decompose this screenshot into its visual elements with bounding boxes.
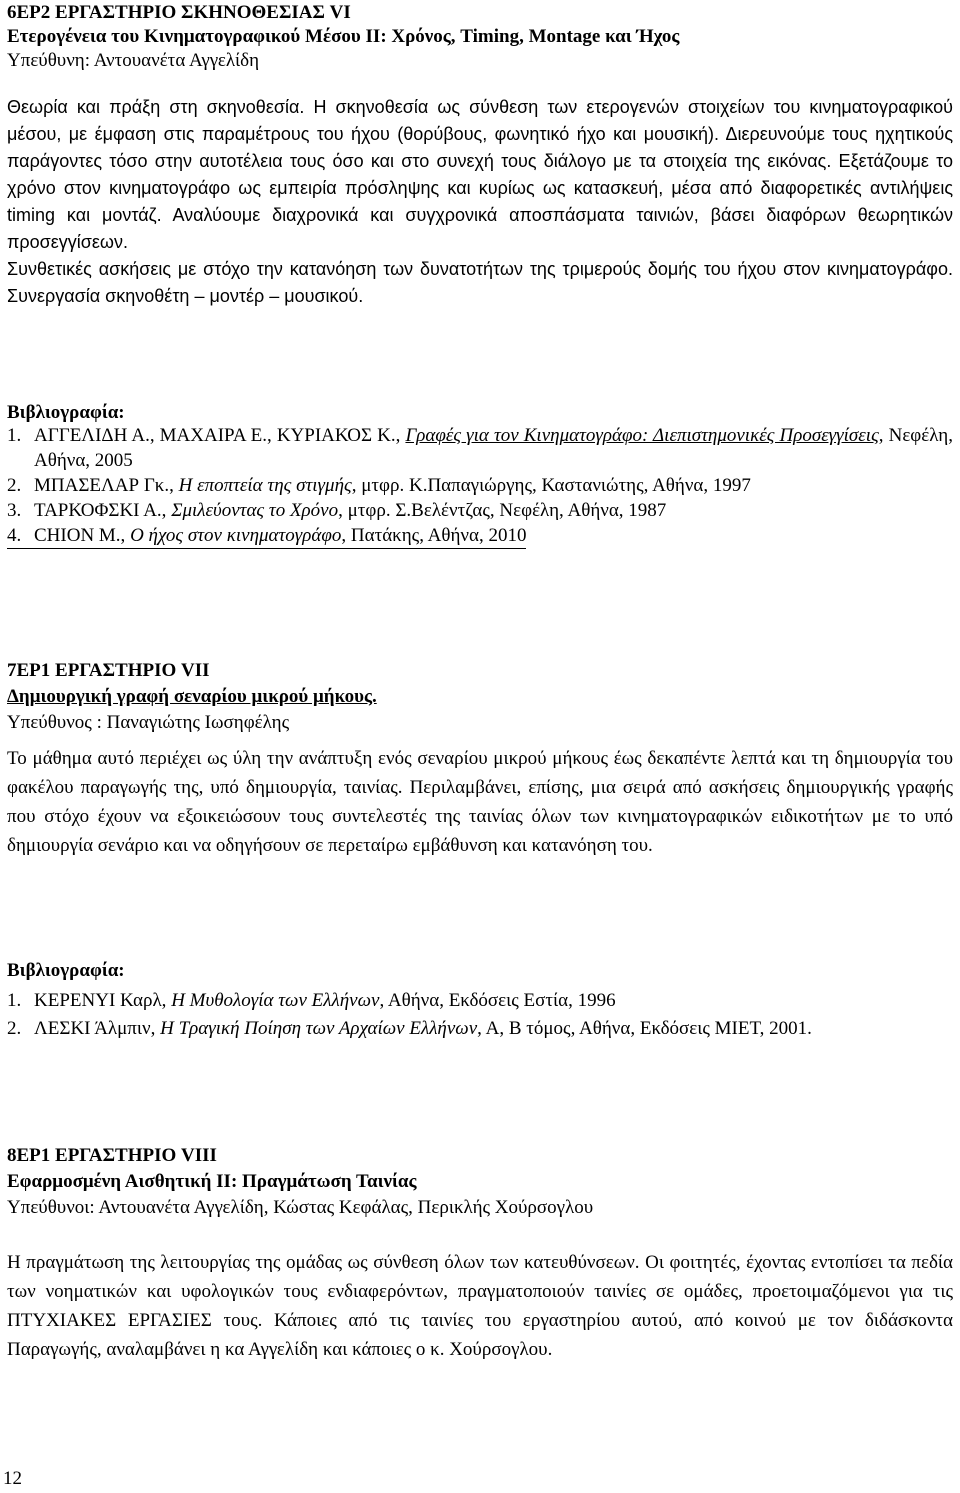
course-header-6ep2 bbox=[7, 1, 679, 73]
course-responsible: Υπεύθυνος : Παναγιώτης Ιωσηφέλης bbox=[7, 712, 290, 733]
course-subtitle: Εφαρμοσμένη Αισθητική ΙΙ: Πραγμάτωση Ταινίας bbox=[7, 1171, 417, 1192]
course-description-7ep1 bbox=[7, 744, 953, 860]
description-paragraph: Το μάθημα αυτό περιέχει ως ύλη την ανάπτυξη ενός σεναρίου μικρού μήκους έως δεκαπέντε λεπτά και τη δημιουργία του φακέλου παραγωγής της, υπό δημιουργία, ταινίας. Περιλαμβάνει, επίσης, μια σειρά από ασκήσεις δημιουργικής γραφής που στόχο έχουν να εξοικειώσουν τους συντελεστές της ταινίας όλων των κινηματογραφικών ειδικοτήτων με το υπό δημιουργία σενάριο και να οδηγήσουν σε περεταίρω εμβάθυνση και κατανόηση του. bbox=[7, 748, 953, 856]
course-code-title: 7ΕΡ1 ΕΡΓΑΣΤΗΡΙΟ VII bbox=[7, 660, 210, 681]
course-code-title: 8ΕΡ1 ΕΡΓΑΣΤΗΡΙΟ VIII bbox=[7, 1145, 217, 1166]
course-header-8ep1 bbox=[7, 1143, 593, 1221]
bibliography-item: 2. ΛΕΣΚΙ Άλμπιν, Η Τραγική Ποίηση των Αρχαίων Ελλήνων, Α, Β τόμος, Αθήνα, Εκδόσεις ΜΙΕΤ, 2001. bbox=[7, 1018, 812, 1039]
bibliography-list-7ep1 bbox=[7, 987, 953, 1043]
bibliography-item: 1. ΚΕΡΕΝΥΙ Καρλ, Η Μυθολογία των Ελλήνων, Αθήνα, Εκδόσεις Εστία, 1996 bbox=[7, 990, 616, 1011]
bibliography-item: 4. CHION M., Ο ήχος στον κινηματογράφο, Πατάκης, Αθήνα, 2010 bbox=[7, 523, 526, 549]
course-subtitle: Δημιουργική γραφή σεναρίου μικρού μήκους. bbox=[7, 686, 377, 707]
description-paragraph: Η πραγμάτωση της λειτουργίας της ομάδας ως σύνθεση όλων των κατευθύνσεων. Οι φοιτητές, έχοντας εντοπίσει τα πεδία των νοηματικών και υφολογικών τους ενδιαφερόντων, πραγματοποιούν ταινίες σε ομάδες, προετοιμαζόμενοι για τις ΠΤΥΧΙΑΚΕΣ ΕΡΓΑΣΙΕΣ τους. Κάποιες από τις ταινίες του εργαστηρίου αυτού, από κοινού με τον διδάσκοντα Παραγωγής, αναλαμβάνει η κα Αγγελίδη και κάποιες ο κ. Χούρσογλου. bbox=[7, 1252, 953, 1360]
course-responsible: Υπεύθυνοι: Αντουανέτα Αγγελίδη, Κώστας Κεφάλας, Περικλής Χούρσογλου bbox=[7, 1197, 594, 1218]
course-description-8ep1 bbox=[7, 1248, 953, 1364]
bibliography-list-6ep2 bbox=[7, 423, 953, 549]
description-paragraph-2: Συνθετικές ασκήσεις με στόχο την κατανόηση των δυνατοτήτων της τριμερούς δομής του ήχου στον κινηματογράφο. Συνεργασία σκηνοθέτη – μοντέρ – μουσικού. bbox=[7, 259, 953, 306]
description-paragraph: Θεωρία και πράξη στη σκηνοθεσία. Η σκηνοθεσία ως σύνθεση των ετερογενών στοιχείων του κινηματογραφικού μέσου, με έμφαση στις παραμέτρους του ήχου (θορύβους, φωνητικό ήχο και μουσική). Διερευνούμε τους ηχητικούς παράγοντες τόσο στην αυτοτέλεια τους όσο και στο συνεχή τους διάλογο με τα στοιχεία της εικόνας. Εξετάζουμε το χρόνο στον κινηματογράφο ως εμπειρία πρόσληψης και κυρίως ως κατασκευή, μέσα από διαφορετικές αντιλήψεις timing και μοντάζ. Αναλύουμε διαχρονικά και συγχρονικά αποσπάσματα ταινιών, βάσει διαφόρων θεωρητικών προσεγγίσεων. bbox=[7, 97, 953, 252]
bibliography-item: 3. ΤΑΡΚΟΦΣΚΙ Α., Σμιλεύοντας το Χρόνο, μτφρ. Σ.Βελέντζας, Νεφέλη, Αθήνα, 1987 bbox=[7, 500, 667, 521]
course-description-6ep2 bbox=[7, 94, 953, 310]
bibliography-item: 1. ΑΓΓΕΛΙΔΗ Α., ΜΑΧΑΙΡΑ Ε., ΚΥΡΙΑΚΟΣ Κ., Γραφές για τον Κινηματογράφο: Διεπιστημονικές Προσεγγίσεις, Νεφέλη, Αθήνα, 2005 bbox=[7, 425, 953, 471]
course-subtitle: Ετερογένεια του Κινηματογραφικού Μέσου ΙΙ: Χρόνος, Timing, Montage και Ήχος bbox=[7, 26, 680, 47]
bibliography-heading: Βιβλιογραφία: bbox=[7, 960, 125, 981]
bibliography-heading: Βιβλιογραφία: bbox=[7, 402, 125, 423]
bibliography-item: 2. ΜΠΑΣΕΛΑΡ Γκ., Η εποπτεία της στιγμής, μτφρ. Κ.Παπαγιώργης, Καστανιώτης, Αθήνα, 1997 bbox=[7, 475, 751, 496]
course-header-7ep1 bbox=[7, 658, 377, 736]
course-code-title: 6ΕΡ2 ΕΡΓΑΣΤΗΡΙΟ ΣΚΗΝΟΘΕΣΙΑΣ VI bbox=[7, 2, 351, 23]
course-responsible: Υπεύθυνη: Αντουανέτα Αγγελίδη bbox=[7, 50, 260, 71]
page-number: 12 bbox=[3, 1468, 22, 1489]
